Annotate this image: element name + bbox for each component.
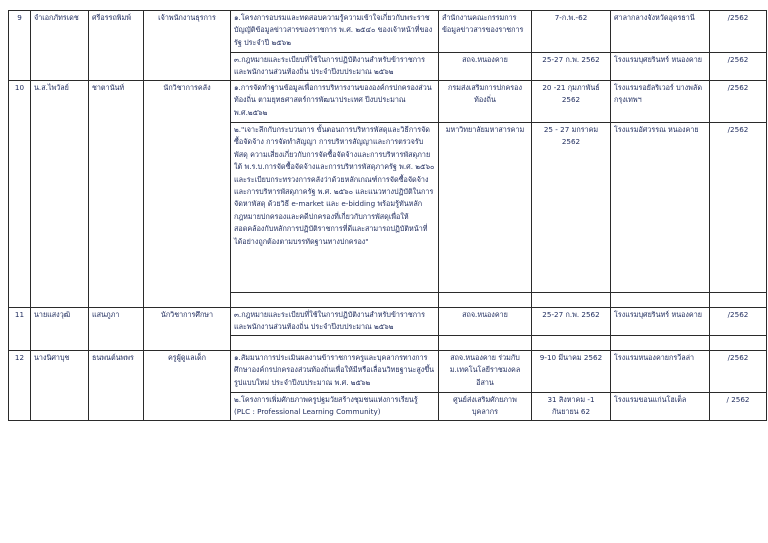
- first-name: นายแสงวุฒิ: [31, 308, 89, 351]
- table-row: [9, 81, 767, 123]
- training-date: 20 -21 กุมภาพันธ์ 2562: [532, 81, 611, 123]
- training-date: 25-27 ก.พ. 2562: [532, 308, 611, 336]
- last-name: ชาตานันท์: [89, 81, 144, 308]
- fiscal-year: /2562: [710, 53, 767, 81]
- row-number: 12: [9, 351, 31, 421]
- organizer: สถจ.หนองคาย: [439, 53, 532, 81]
- fiscal-year: / 2562: [710, 393, 767, 421]
- training-date: 31 สิงหาคม -1 กันยายน 62: [532, 393, 611, 421]
- fiscal-year: /2562: [710, 81, 767, 123]
- first-name: จำเอกภัทรเดช: [31, 11, 89, 81]
- course-name: ๓.กฎหมายและระเบียบที่ใช้ในการปฏิบัติงานสำหรับข้าราชการและพนักงานส่วนท้องถิ่น ประจำปีงบประมาณ ๒๕๖๒: [231, 53, 439, 81]
- training-date: 9-10 มีนาคม 2562: [532, 351, 611, 393]
- first-name: นางนิศาบุช: [31, 351, 89, 421]
- venue: โรงแรมบุศยรินทร์ หนองคาย: [611, 308, 710, 336]
- venue: โรงแรมหนองคายกรวีลล่า: [611, 351, 710, 393]
- position: นักวิชาการศึกษา: [144, 308, 231, 351]
- fiscal-year: /2562: [710, 308, 767, 336]
- table-row: [9, 11, 767, 53]
- table-row: [9, 351, 767, 393]
- fiscal-year: /2562: [710, 11, 767, 53]
- position: เจ้าพนักงานธุรการ: [144, 11, 231, 81]
- fiscal-year: /2562: [710, 351, 767, 393]
- course-name: ๑.การจัดทำฐานข้อมูลเพื่อการบริหารงานขององค์กรปกครองส่วนท้องถิ่น ตามยุทธศาสตร์การพัฒนาประเทศ ปีงบประมาณ พ.ศ.๒๕๖๒: [231, 81, 439, 123]
- row-number: 9: [9, 11, 31, 81]
- table-row: [9, 308, 767, 336]
- row-number: 10: [9, 81, 31, 308]
- course-name: ๑.สัมมนาการประเมินผลงานข้าราชการครูและบุคลากรทางการศึกษาองค์กรปกครองส่วนท้องถิ่นเพื่อให้มีหรือเลื่อนวิทยฐานะสูงขึ้นรูปแบบใหม่ ประจำปีงบประมาณ พ.ศ. ๒๕๖๒: [231, 351, 439, 393]
- training-date: 25 - 27 มกราคม 2562: [532, 123, 611, 293]
- training-date: 25-27 ก.พ. 2562: [532, 53, 611, 81]
- organizer: ศูนย์ส่งเสริมศักยภาพบุคลากร: [439, 393, 532, 421]
- organizer: สำนักงานคณะกรรมการข้อมูลข่าวสารของราชการ: [439, 11, 532, 53]
- position: นักวิชาการคลัง: [144, 81, 231, 308]
- course-name: ๑.โครงการอบรมและทดสอบความรู้ความเข้าใจเกี่ยวกับพระราชบัญญัติข้อมูลข่าวสารของราชการ พ.ศ. ๒๕๔๐ ของเจ้าหน้าที่ของรัฐ ประจำปี ๒๕๖๒: [231, 11, 439, 53]
- organizer: มหาวิทยาลัยมหาสารคาม: [439, 123, 532, 293]
- last-name: แสนภูภา: [89, 308, 144, 351]
- row-number: 11: [9, 308, 31, 351]
- course-name: ๒.โครงการเพิ่มศักยภาพครูปฐมวัยสร้างชุมชนแห่งการเรียนรู้ (PLC : Professional Learning Community): [231, 393, 439, 421]
- position: ครูผู้ดูแลเด็ก: [144, 351, 231, 421]
- training-table: [8, 10, 767, 421]
- training-date: 7-ก.พ.-62: [532, 11, 611, 53]
- course-name: ๒."เจาะลึกกับกระบวนการ ขั้นตอนการบริหารพัสดุและวิธีการจัดซื้อจัดจ้าง การจัดทำสัญญา การบริหารสัญญาและการตรวจรับพัสดุ ความเสี่ยงเกี่ยวกับการจัดซื้อจัดจ้างและการบริหารพัสดุภายใต้ พ.ร.บ.การจัดซื้อจัดจ้างและการบริหารพัสดุภาครัฐ พ.ศ. ๒๕๖๐ และระเบียบกระทรวงการคลังว่าด้วยหลักเกณฑ์การจัดซื้อจัดจ้างและการบริหารพัสดุภาครัฐ พ.ศ. ๒๕๖๐ และแนวทางปฏิบัติในการจัดหาพัสดุ ด้วยวิธี e-market และ e-bidding พร้อมรู้ทันหลักกฎหมายปกครองและคดีปกครองที่เกี่ยวกับการพัสดุเพื่อให้สอดคล้องกับหลักการปฏิบัติราชการที่ดีและสามารถปฏิบัติหน้าที่ได้อย่างถูกต้องตามบรรทัดฐานทางปกครอง": [231, 123, 439, 293]
- venue: โรงแรมรอยัลริเวอร์ บางพลัด กรุงเทพฯ: [611, 81, 710, 123]
- last-name: ธนพนต์นพพร: [89, 351, 144, 421]
- venue: โรงแรมขอนแก่นโฮเต็ล: [611, 393, 710, 421]
- fiscal-year: /2562: [710, 123, 767, 293]
- venue: โรงแรมอัศวรรณ หนองคาย: [611, 123, 710, 293]
- organizer: สถจ.หนองคาย: [439, 308, 532, 336]
- first-name: น.ส.ไพวัลย์: [31, 81, 89, 308]
- last-name: ศรีอรรถพิมพ์: [89, 11, 144, 81]
- course-name: ๓.กฎหมายและระเบียบที่ใช้ในการปฏิบัติงานสำหรับข้าราชการและพนักงานส่วนท้องถิ่น ประจำปีงบประมาณ ๒๕๖๒: [231, 308, 439, 336]
- venue: โรงแรมบุศยรินทร์ หนองคาย: [611, 53, 710, 81]
- organizer: สถจ.หนองคาย ร่วมกับ ม.เทคโนโลยีราชมงคลอีสาน: [439, 351, 532, 393]
- venue: ศาลากลางจังหวัดอุดรธานี: [611, 11, 710, 53]
- organizer: กรมส่งเสริมการปกครองท้องถิ่น: [439, 81, 532, 123]
